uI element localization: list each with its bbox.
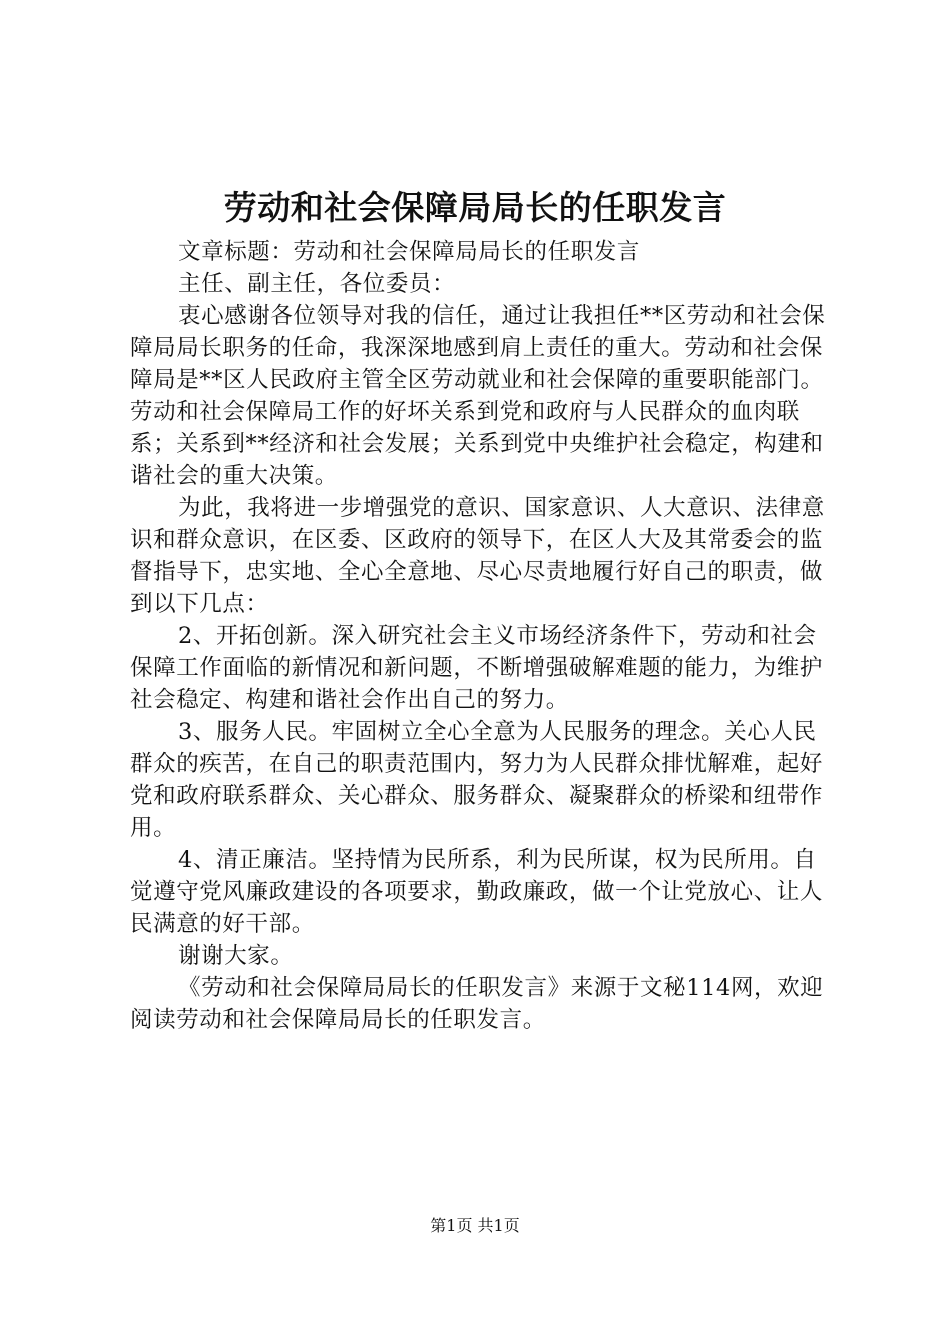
document-body xyxy=(130,236,838,1036)
paragraph-commitment: 为此，我将进一步增强党的意识、国家意识、人大意识、法律意识和群众意识，在区委、区政府的领导下，在区人大及其常委会的监督指导下，忠实地、全心全意地、尽心尽责地履行好自己的职责，做到以下几点： xyxy=(130,495,825,617)
paragraph-closing: 谢谢大家。 xyxy=(178,943,294,969)
paragraph-salutation: 主任、副主任，各位委员： xyxy=(178,271,456,297)
document-title: 劳动和社会保障局局长的任职发言 xyxy=(223,188,727,227)
page-number-footer: 第1页 共1页 xyxy=(430,1216,520,1235)
paragraph-source: 《劳动和社会保障局局长的任职发言》来源于文秘114网，欢迎阅读劳动和社会保障局局长的任职发言。 xyxy=(130,975,824,1033)
paragraph-thanks: 衷心感谢各位领导对我的信任，通过让我担任**区劳动和社会保障局局长职务的任命，我深深地感到肩上责任的重大。劳动和社会保障局是**区人民政府主管全区劳动就业和社会保障的重要职能部门。劳动和社会保障局工作的好坏关系到党和政府与人民群众的血肉联系；关系到**经济和社会发展；关系到党中央维护社会稳定，构建和谐社会的重大决策。 xyxy=(130,303,826,489)
paragraph-article-title: 文章标题：劳动和社会保障局局长的任职发言 xyxy=(178,239,641,265)
paragraph-point-2: 2、开拓创新。深入研究社会主义市场经济条件下，劳动和社会保障工作面临的新情况和新问题，不断增强破解难题的能力，为维护社会稳定、构建和谐社会作出自己的努力。 xyxy=(130,623,824,713)
paragraph-point-3: 3、服务人民。牢固树立全心全意为人民服务的理念。关心人民群众的疾苦，在自己的职责范围内，努力为人民群众排忧解难，起好党和政府联系群众、关心群众、服务群众、凝聚群众的桥梁和纽带作用。 xyxy=(130,719,824,841)
paragraph-point-4: 4、清正廉洁。坚持情为民所系，利为民所谋，权为民所用。自觉遵守党风廉政建设的各项要求，勤政廉政，做一个让党放心、让人民满意的好干部。 xyxy=(130,847,824,937)
